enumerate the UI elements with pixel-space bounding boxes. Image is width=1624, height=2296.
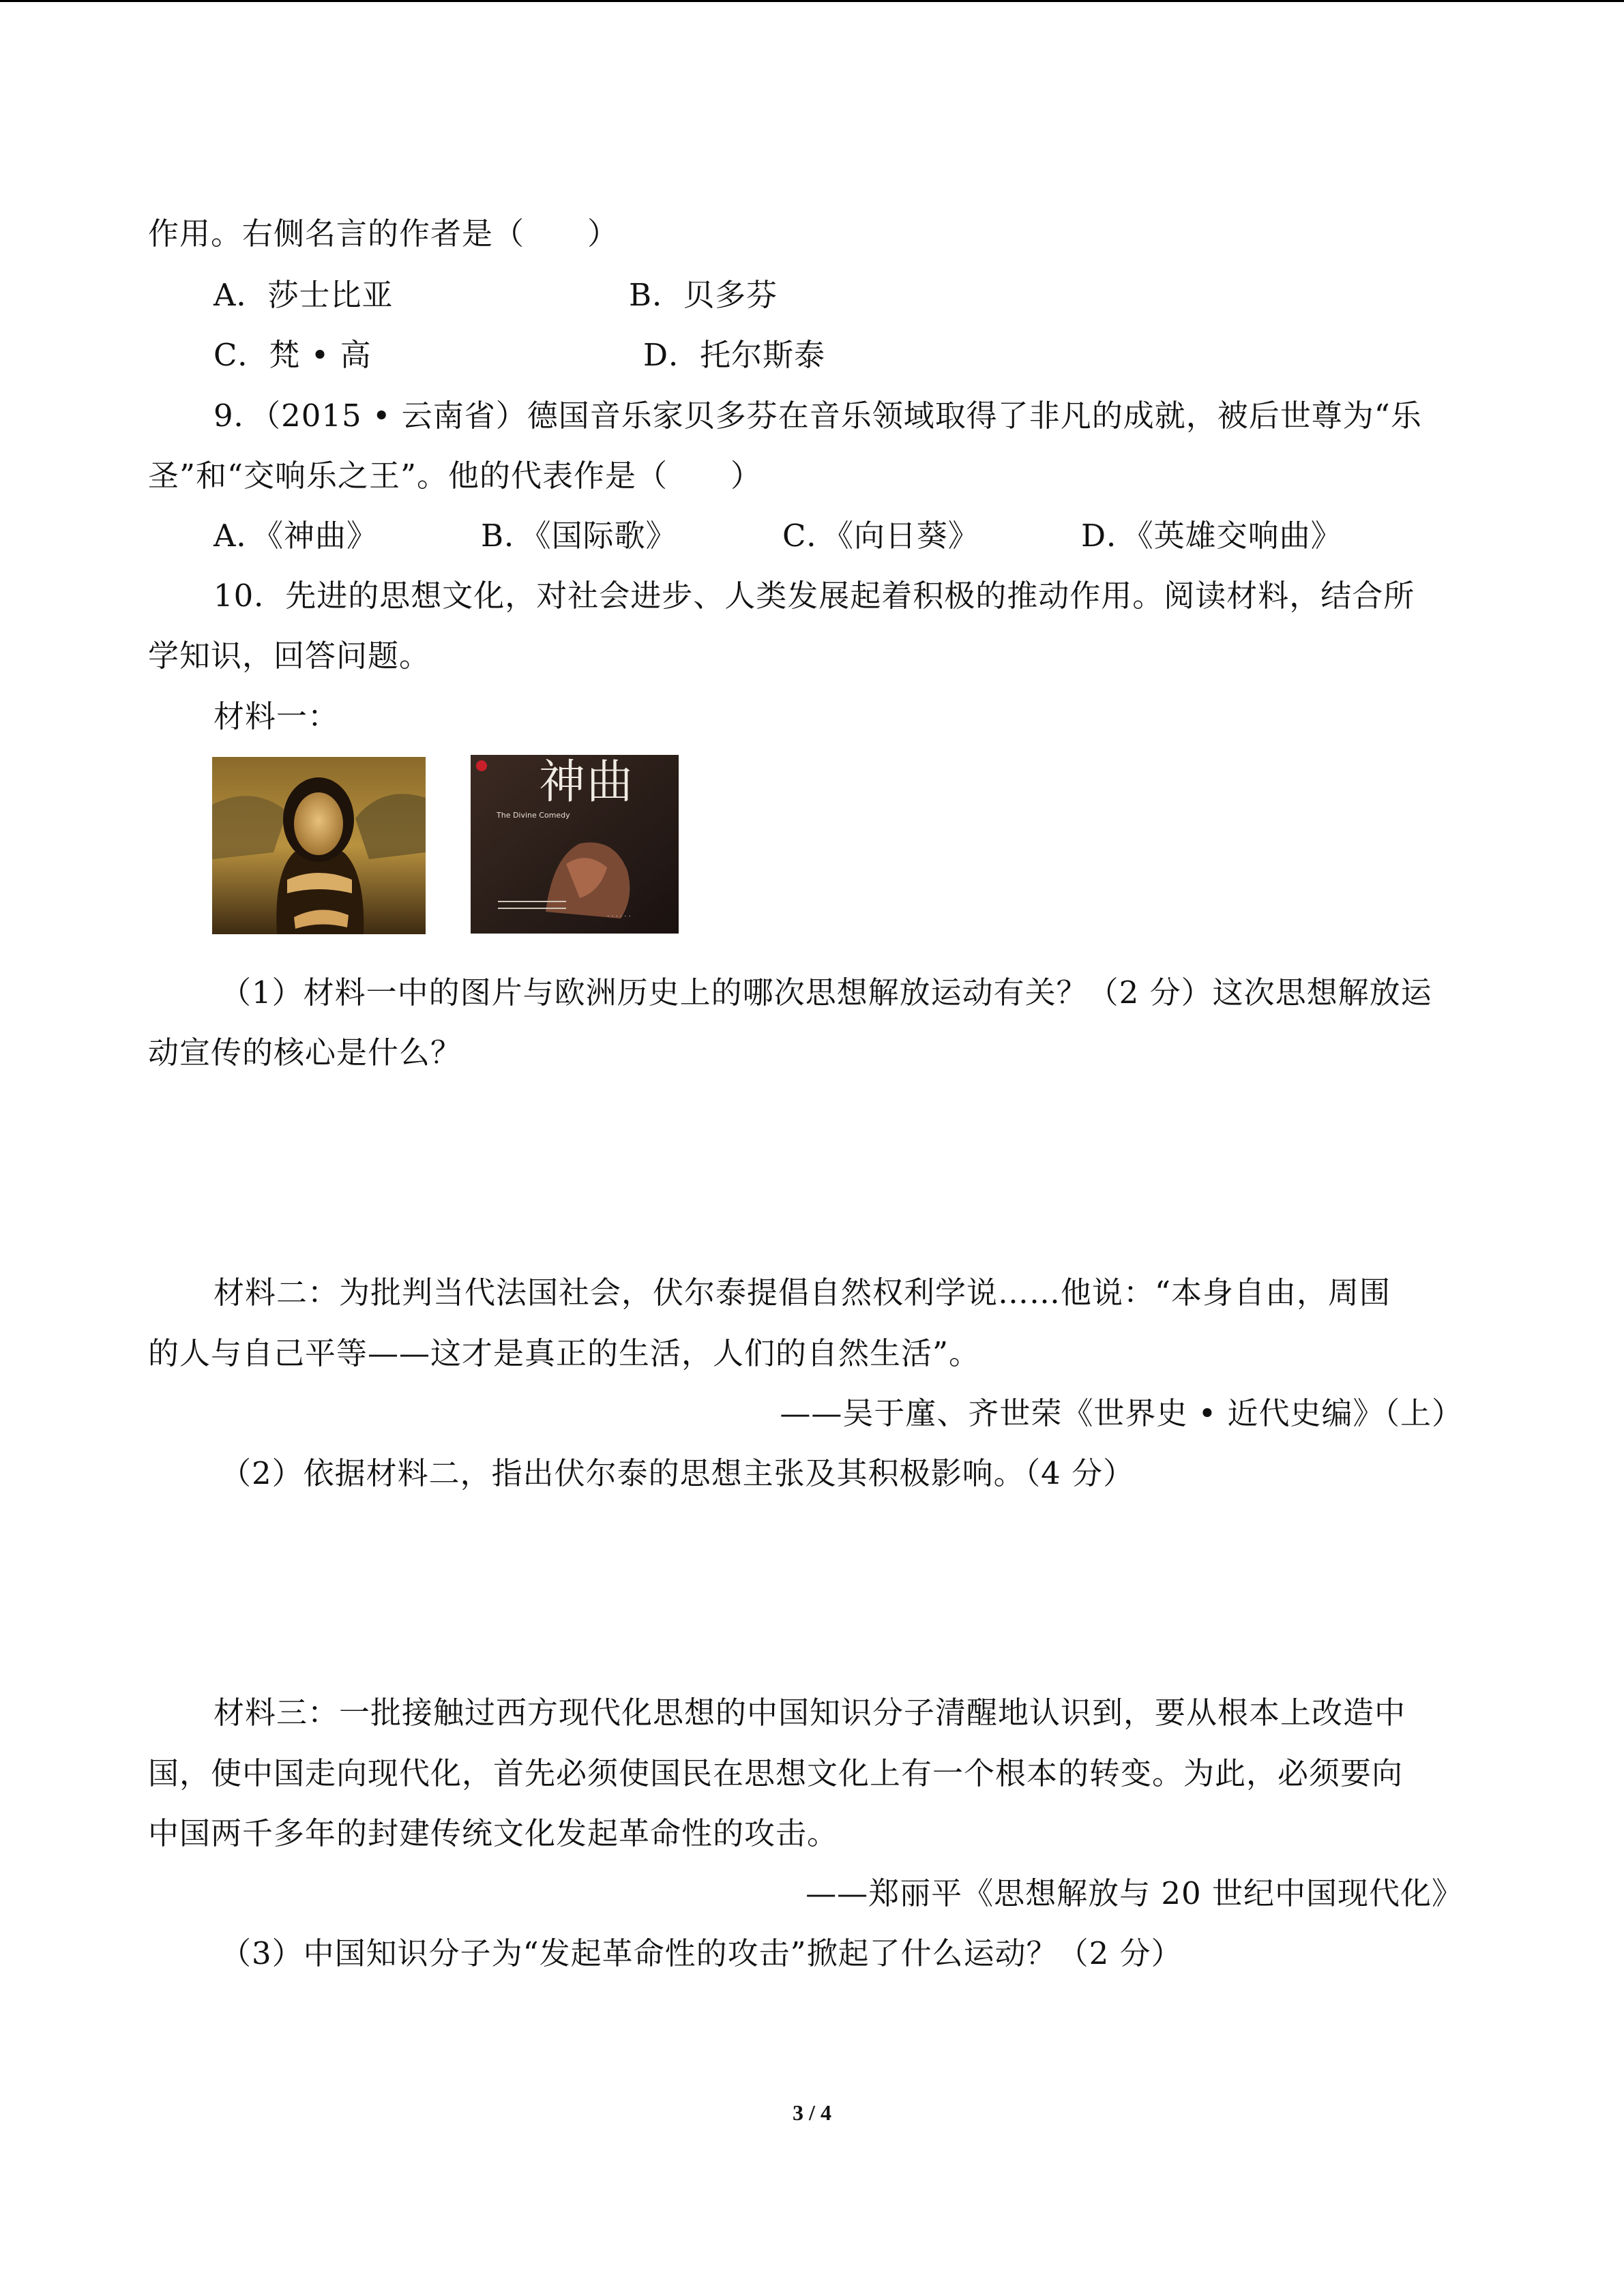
q9-option-c: C．《向日葵》 <box>782 518 979 554</box>
divine-comedy-cover-image <box>471 755 679 934</box>
material2-source: ——吴于廑、齐世荣《世界史 • 近代史编》（上） <box>780 1395 1463 1431</box>
q8-stem-line: 作用。右侧名言的作者是（ ） <box>148 215 619 252</box>
q8-option-b: B．贝多芬 <box>629 277 778 313</box>
q9-stem-line-1: 9．（2015 • 云南省）德国音乐家贝多芬在音乐领域取得了非凡的成就，被后世尊为“乐 <box>213 398 1422 434</box>
q10-stem-line-1: 10．先进的思想文化，对社会进步、人类发展起着积极的推动作用。阅读材料，结合所 <box>213 578 1415 614</box>
page-top-border <box>0 0 1624 2</box>
material3-source: ——郑丽平《思想解放与 20 世纪中国现代化》 <box>806 1875 1463 1911</box>
cover-subtitle: The Divine Comedy <box>497 811 570 820</box>
q10-sub1-line-2: 动宣传的核心是什么？ <box>148 1034 462 1071</box>
q10-sub2: （2）依据材料二，指出伏尔泰的思想主张及其积极影响。（4 分） <box>220 1455 1135 1491</box>
svg-text:· · · · · ·: · · · · · · <box>607 913 631 921</box>
material3-line-1: 材料三：一批接触过西方现代化思想的中国知识分子清醒地认识到，要从根本上改造中 <box>213 1695 1406 1731</box>
q9-option-a: A．《神曲》 <box>213 518 378 554</box>
q10-sub1-line-1: （1）材料一中的图片与欧洲历史上的哪次思想解放运动有关？（2 分）这次思想解放运 <box>220 974 1432 1011</box>
q8-option-d: D．托尔斯泰 <box>643 337 826 373</box>
page-number: 3 / 4 <box>793 2100 831 2125</box>
cover-title: 神曲 <box>539 756 635 809</box>
material3-line-3: 中国两千多年的封建传统文化发起革命性的攻击。 <box>148 1815 839 1851</box>
q10-stem-line-2: 学知识，回答问题。 <box>148 638 431 674</box>
q9-option-d: D．《英雄交响曲》 <box>1081 518 1342 554</box>
material3-line-2: 国，使中国走向现代化，首先必须使国民在思想文化上有一个根本的转变。为此，必须要向 <box>148 1755 1404 1791</box>
material2-line-1: 材料二：为批判当代法国社会，伏尔泰提倡自然权利学说……他说：“本身自由，周围 <box>213 1274 1391 1311</box>
q9-stem-line-2: 圣”和“交响乐之王”。他的代表作是（ ） <box>148 458 763 494</box>
q8-option-a: A．莎士比亚 <box>213 277 394 313</box>
q10-sub3: （3）中国知识分子为“发起革命性的攻击”掀起了什么运动？（2 分） <box>220 1935 1183 1971</box>
material1-label: 材料一： <box>213 698 340 734</box>
q8-option-c: C．梵 • 高 <box>213 337 372 373</box>
q9-option-b: B．《国际歌》 <box>481 518 677 554</box>
mona-lisa-image <box>212 757 426 934</box>
material2-line-2: 的人与自己平等——这才是真正的生活，人们的自然生活”。 <box>148 1335 981 1371</box>
